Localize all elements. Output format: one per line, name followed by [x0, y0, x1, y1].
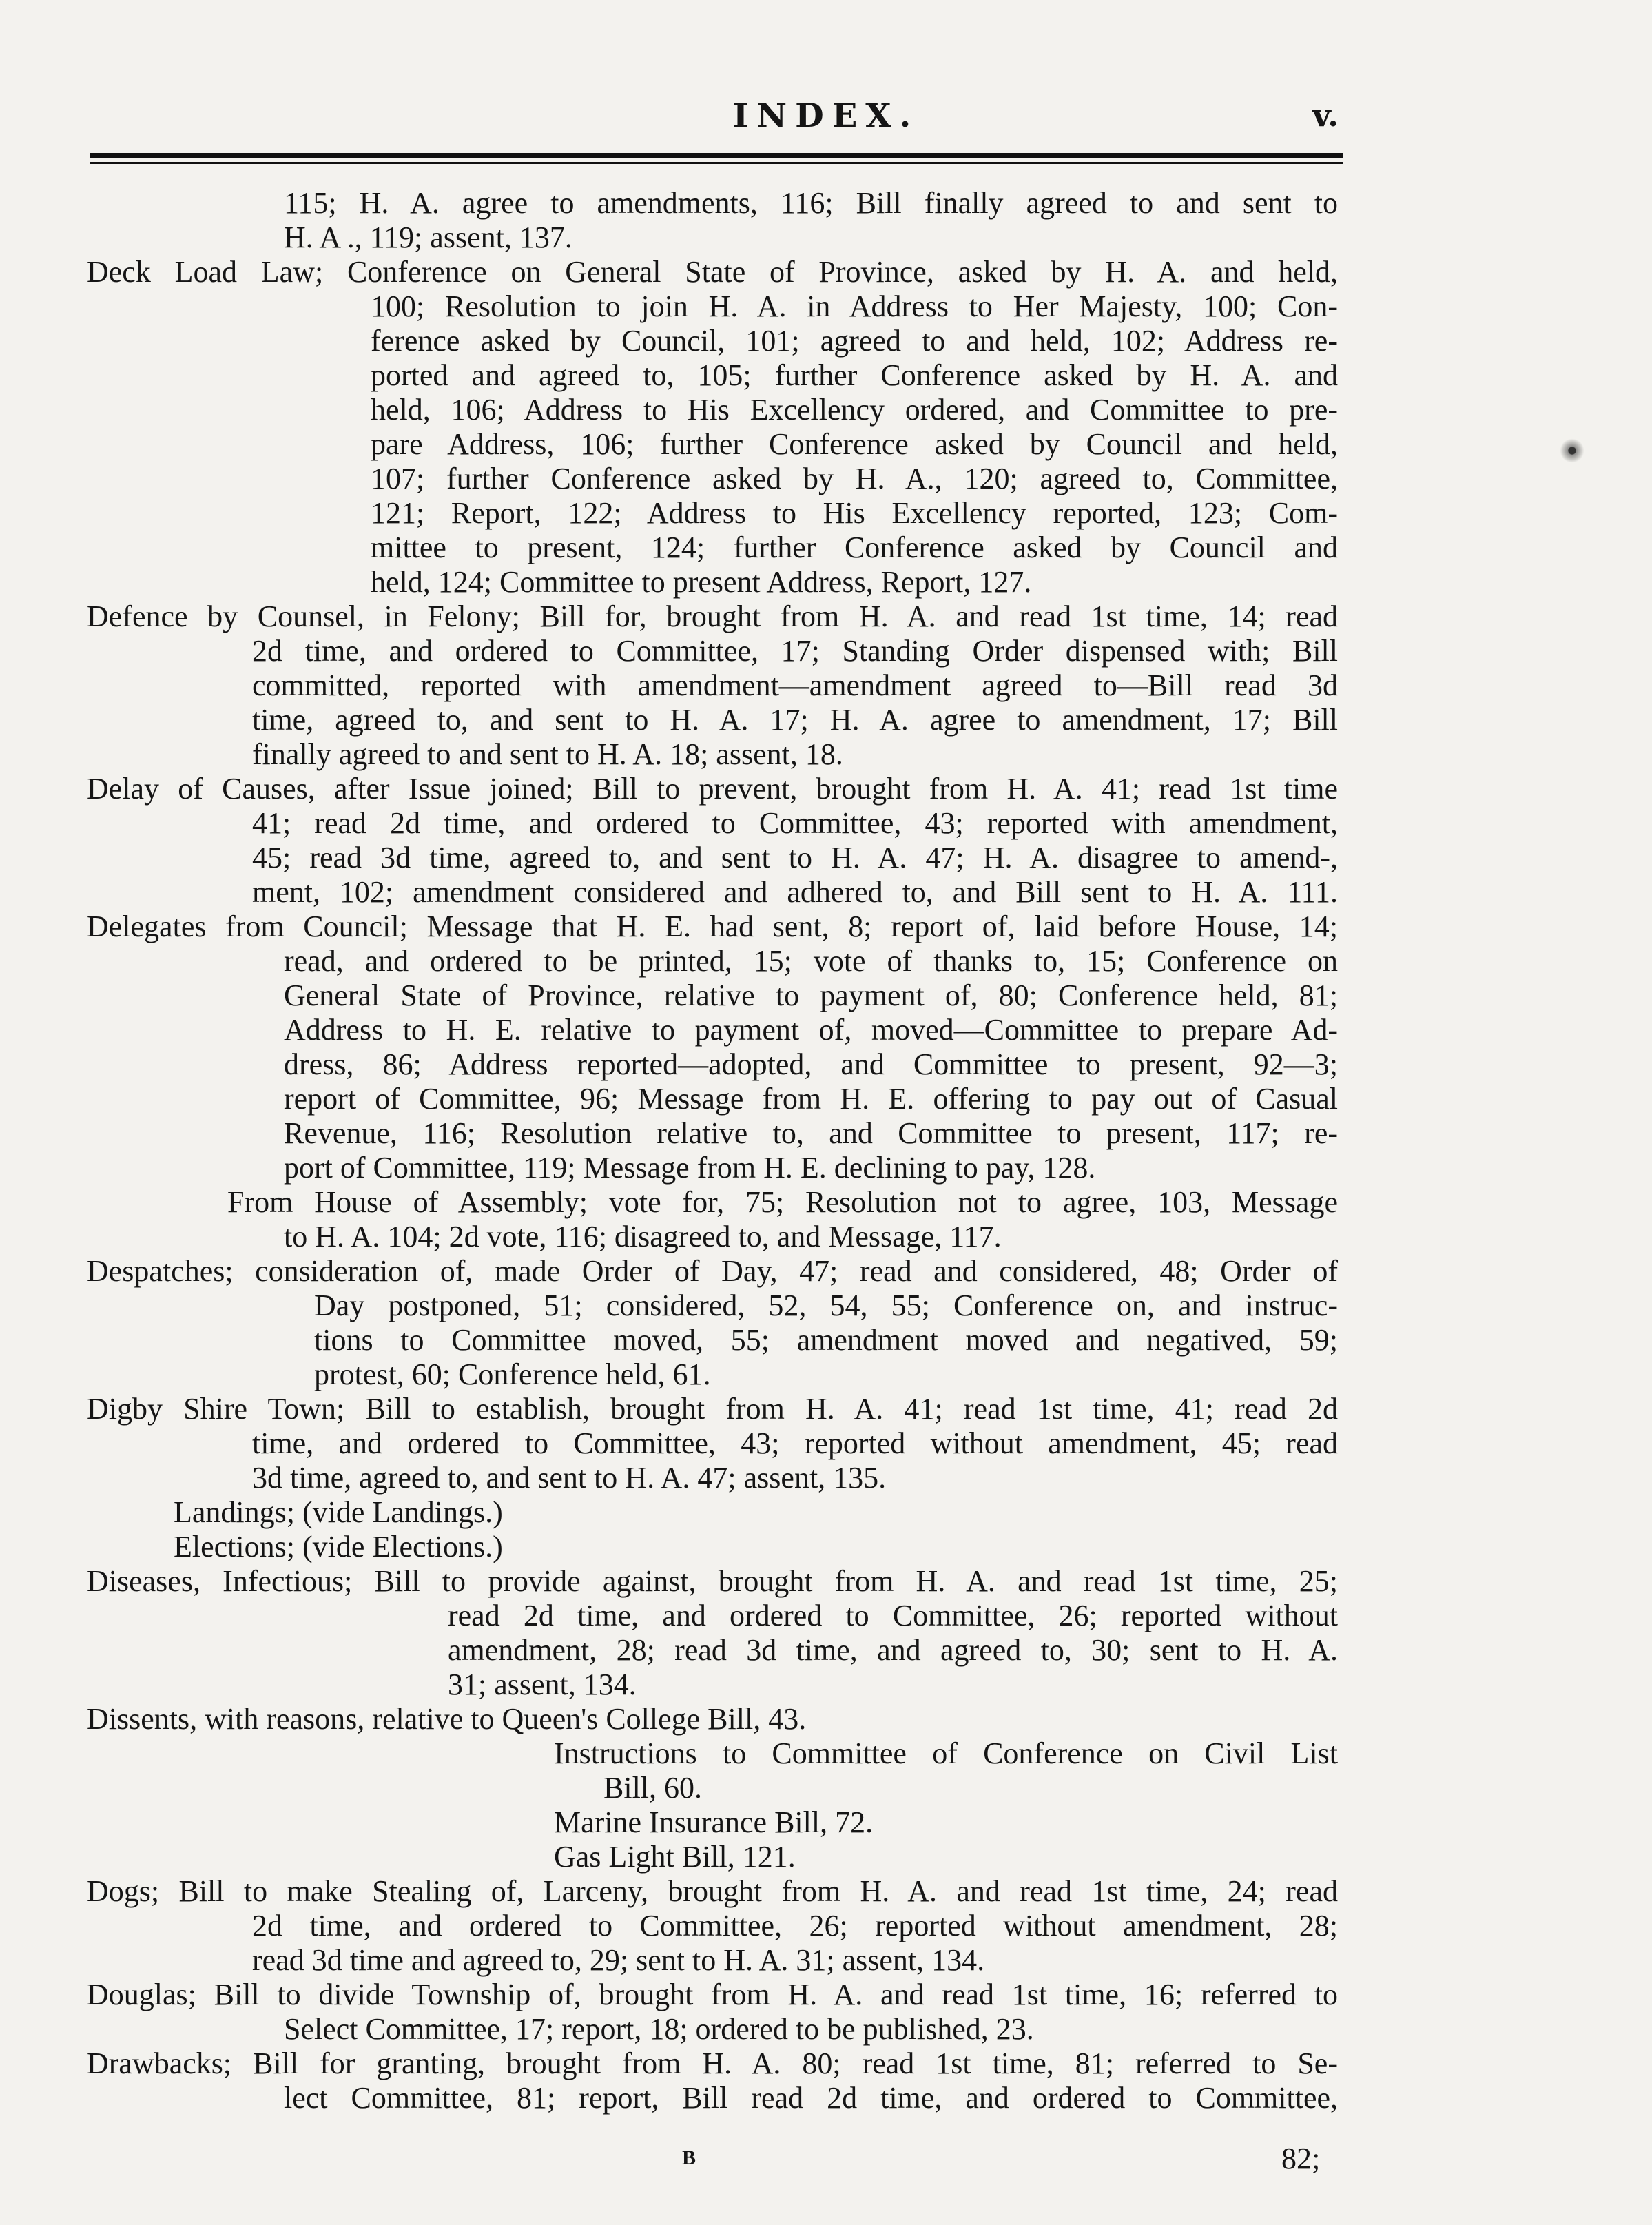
index-line: Drawbacks; Bill for granting, brought from H. A. 80; read 1st time, 81; referred to Se- [87, 2047, 1338, 2080]
index-line: 2d time, and ordered to Committee, 17; Standing Order dispensed with; Bill [252, 634, 1338, 668]
index-line: Douglas; Bill to divide Township of, brought from H. A. and read 1st time, 16; referred to [87, 1978, 1338, 2011]
index-line: amendment, 28; read 3d time, and agreed to, 30; sent to H. A. [448, 1633, 1338, 1667]
index-line: lect Committee, 81; report, Bill read 2d time, and ordered to Committee, [284, 2081, 1338, 2115]
index-line: Day postponed, 51; considered, 52, 54, 55; Conference on, and instruc- [314, 1289, 1338, 1322]
index-line: pare Address, 106; further Conference asked by Council and held, [371, 427, 1338, 461]
index-line: Marine Insurance Bill, 72. [554, 1805, 874, 1839]
index-line: time, and ordered to Committee, 43; reported without amendment, 45; read [252, 1426, 1338, 1460]
index-line: ported and agreed to, 105; further Conference asked by H. A. and [371, 358, 1338, 392]
ink-speck [1558, 437, 1586, 464]
index-line: General State of Province, relative to payment of, 80; Conference held, 81; [284, 978, 1338, 1012]
page-title: INDEX. [732, 96, 920, 135]
index-line: 45; read 3d time, agreed to, and sent to H. A. 47; H. A. disagree to amend-, [252, 841, 1338, 874]
index-line: 3d time, agreed to, and sent to H. A. 47; assent, 135. [252, 1461, 887, 1495]
index-line: mittee to present, 124; further Conference asked by Council and [371, 531, 1338, 564]
index-line: Revenue, 116; Resolution relative to, and Committee to present, 117; re- [284, 1116, 1338, 1150]
index-line: ment, 102; amendment considered and adhered to, and Bill sent to H. A. 111. [252, 875, 1338, 909]
index-line: 121; Report, 122; Address to His Excellency reported, 123; Com- [371, 496, 1338, 530]
index-line: From House of Assembly; vote for, 75; Resolution not to agree, 103, Message [227, 1185, 1338, 1219]
index-line: 100; Resolution to join H. A. in Address to Her Majesty, 100; Con- [371, 289, 1338, 323]
index-line: to H. A. 104; 2d vote, 116; disagreed to, and Message, 117. [284, 1220, 1002, 1253]
index-line: ference asked by Council, 101; agreed to and held, 102; Address re- [371, 324, 1338, 358]
index-line: held, 124; Committee to present Address, Report, 127. [371, 565, 1032, 599]
index-line: report of Committee, 96; Message from H. E. offering to pay out of Casual [284, 1082, 1338, 1116]
index-line: Defence by Counsel, in Felony; Bill for, brought from H. A. and read 1st time, 14; read [87, 599, 1338, 633]
index-line: dress, 86; Address reported—adopted, and Committee to present, 92—3; [284, 1047, 1338, 1081]
index-line: 107; further Conference asked by H. A., 120; agreed to, Committee, [371, 462, 1338, 495]
index-line: Diseases, Infectious; Bill to provide against, brought from H. A. and read 1st time, 25; [87, 1564, 1338, 1598]
index-line: read, and ordered to be printed, 15; vote of thanks to, 15; Conference on [284, 944, 1338, 978]
page-header [0, 96, 1652, 152]
index-line: Instructions to Committee of Conference on Civil List [554, 1736, 1338, 1770]
index-line: read 3d time and agreed to, 29; sent to H. A. 31; assent, 134. [252, 1943, 985, 1977]
index-line: Landings; (vide Landings.) [174, 1495, 503, 1529]
index-line: Dissents, with reasons, relative to Queen's College Bill, 43. [87, 1702, 807, 1736]
index-line: tions to Committee moved, 55; amendment moved and negatived, 59; [314, 1323, 1338, 1357]
index-line: held, 106; Address to His Excellency ordered, and Committee to pre- [371, 393, 1338, 427]
index-line: Digby Shire Town; Bill to establish, brought from H. A. 41; read 1st time, 41; read 2d [87, 1392, 1338, 1426]
index-line: Select Committee, 17; report, 18; ordered to be published, 23. [284, 2012, 1034, 2046]
index-line: read 2d time, and ordered to Committee, 26; reported without [448, 1599, 1338, 1632]
header-rule [90, 153, 1343, 164]
index-line: Elections; (vide Elections.) [174, 1530, 503, 1563]
index-line: Dogs; Bill to make Stealing of, Larceny, brought from H. A. and read 1st time, 24; read [87, 1874, 1338, 1908]
index-line: 41; read 2d time, and ordered to Committee, 43; reported with amendment, [252, 806, 1338, 840]
index-line: Delegates from Council; Message that H. E. had sent, 8; report of, laid before House, 14; [87, 910, 1338, 943]
index-line: Delay of Causes, after Issue joined; Bill to prevent, brought from H. A. 41; read 1st time [87, 772, 1338, 806]
index-line: H. A ., 119; assent, 137. [284, 221, 572, 254]
index-line: protest, 60; Conference held, 61. [314, 1357, 711, 1391]
index-line: Address to H. E. relative to payment of, moved—Committee to prepare Ad- [284, 1013, 1338, 1047]
index-line: 31; assent, 134. [448, 1668, 637, 1701]
index-line: Gas Light Bill, 121. [554, 1840, 796, 1874]
signature-mark: B [682, 2146, 696, 2169]
index-line: finally agreed to and sent to H. A. 18; assent, 18. [252, 737, 843, 771]
page-number: v. [1312, 96, 1339, 134]
index-line: 2d time, and ordered to Committee, 26; reported without amendment, 28; [252, 1909, 1338, 1942]
index-line: 115; H. A. agree to amendments, 116; Bill finally agreed to and sent to [284, 186, 1338, 220]
index-line: Deck Load Law; Conference on General State of Province, asked by H. A. and held, [87, 255, 1338, 289]
index-line: Despatches; consideration of, made Order of Day, 47; read and considered, 48; Order of [87, 1254, 1338, 1288]
index-line: time, agreed to, and sent to H. A. 17; H. A. agree to amendment, 17; Bill [252, 703, 1338, 737]
catchword: 82; [1281, 2142, 1321, 2175]
index-line: port of Committee, 119; Message from H. E. declining to pay, 128. [284, 1151, 1096, 1185]
index-line: Bill, 60. [603, 1771, 703, 1805]
index-line: committed, reported with amendment—amendment agreed to—Bill read 3d [252, 668, 1338, 702]
